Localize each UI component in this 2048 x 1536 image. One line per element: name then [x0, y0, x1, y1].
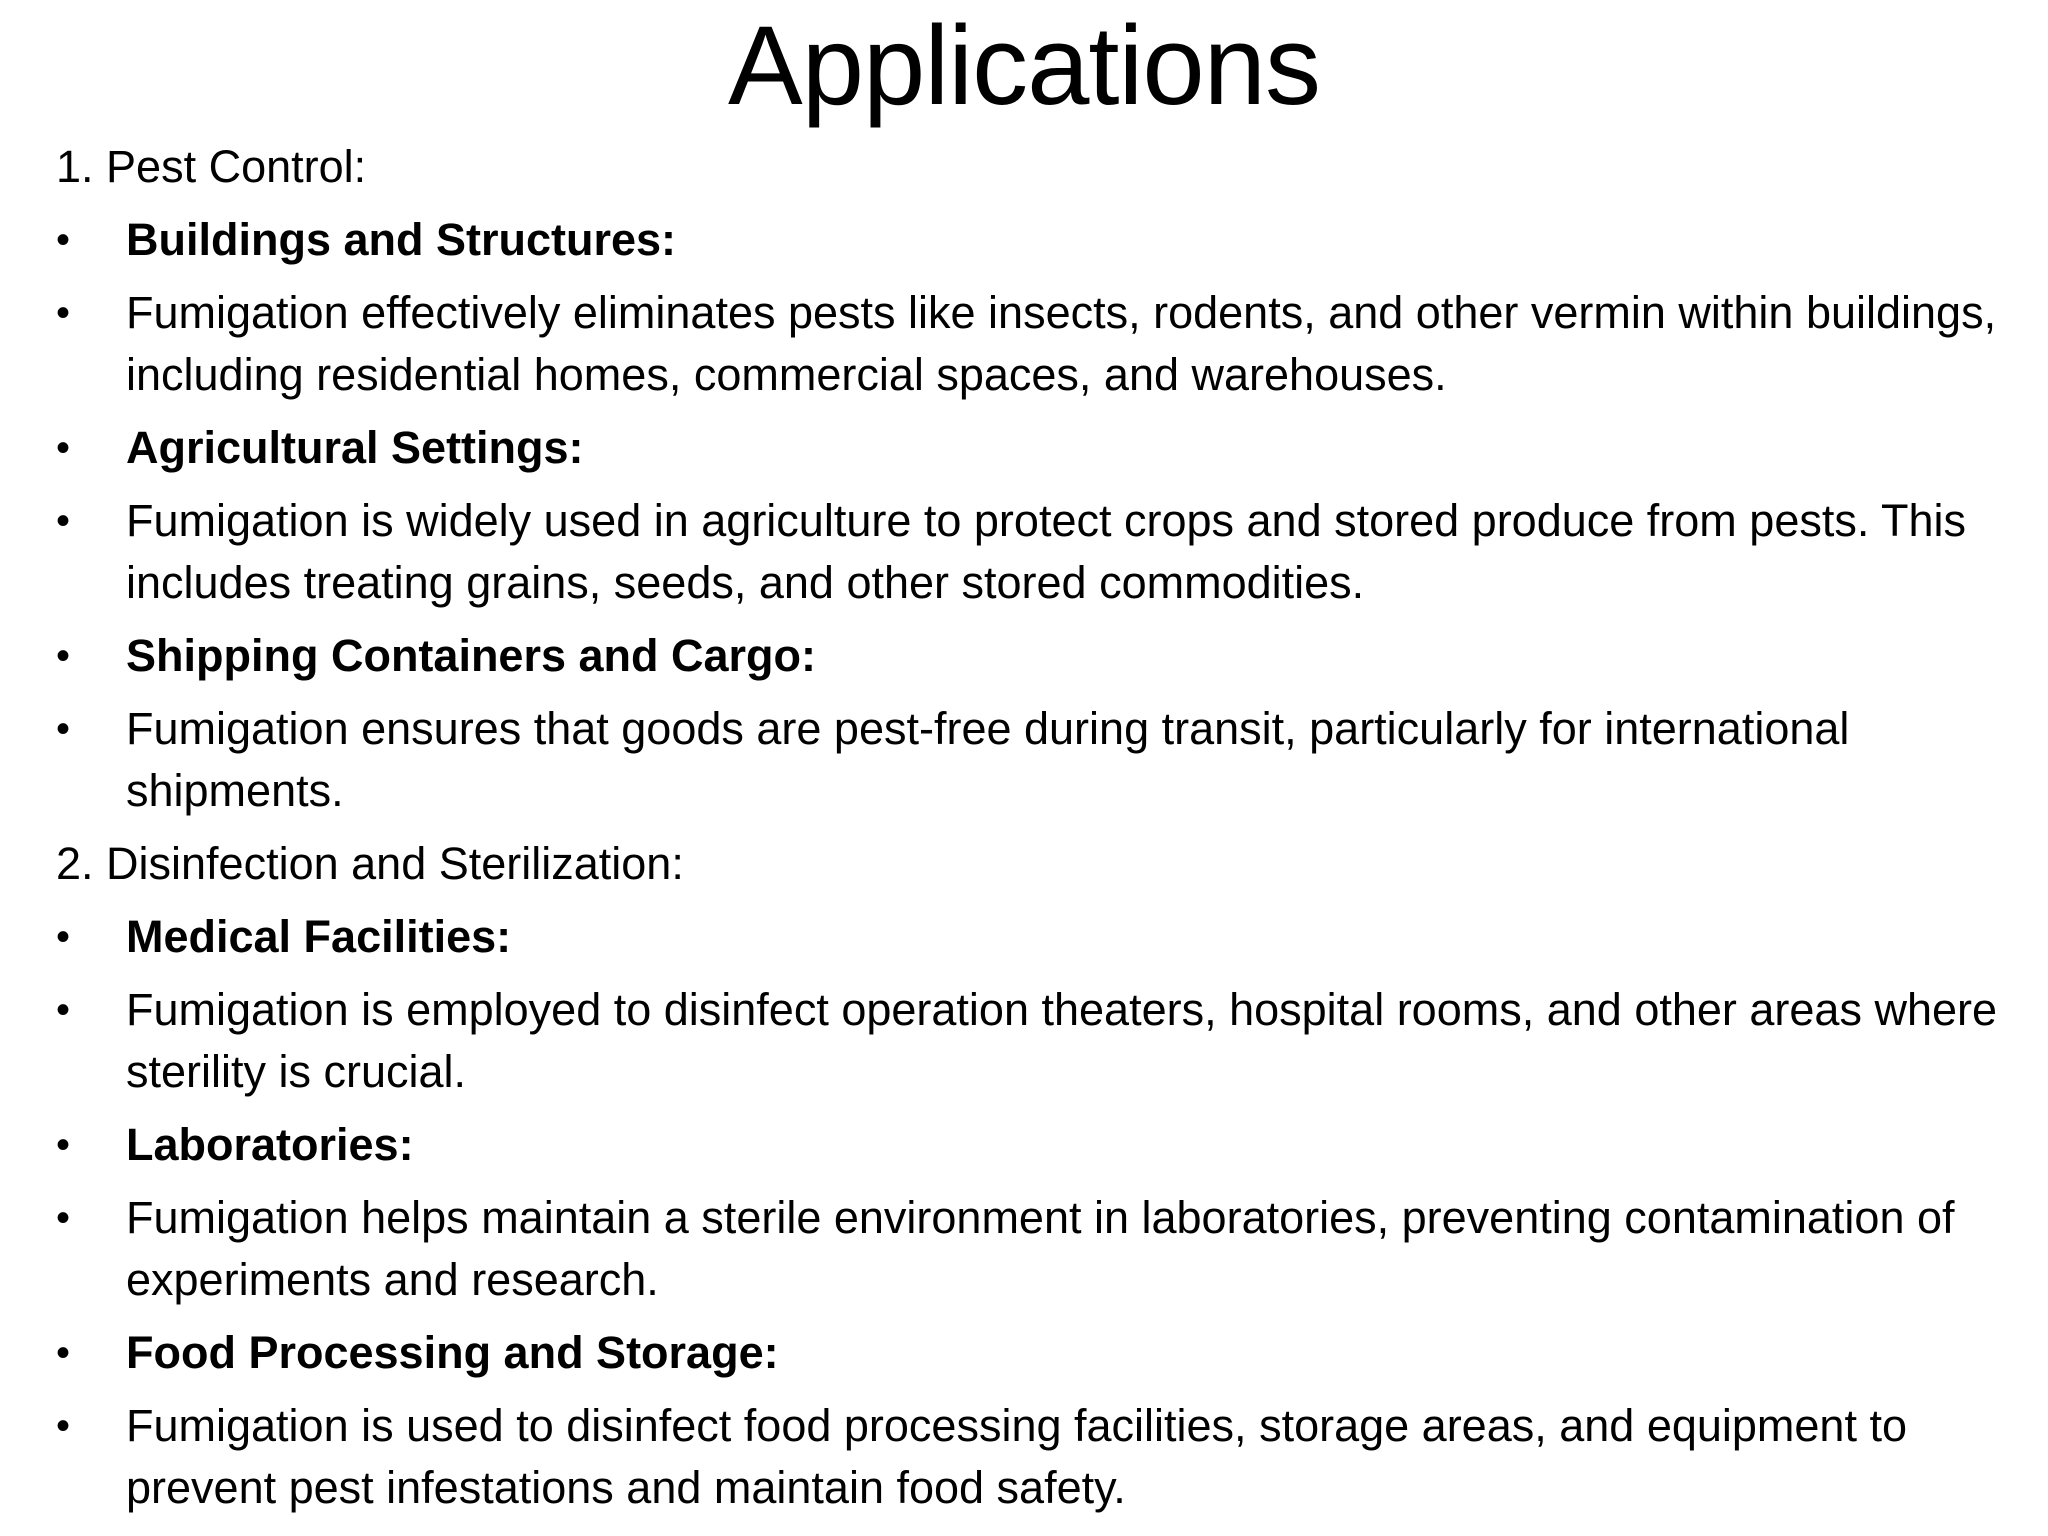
bullet-item — [56, 1322, 2016, 1384]
subheading-laboratories: Laboratories: — [126, 1119, 414, 1170]
bullet-text: Fumigation ensures that goods are pest-free during transit, particularly for international shipments. — [126, 703, 1850, 816]
subheading-shipping: Shipping Containers and Cargo: — [126, 630, 817, 681]
bullet-item — [56, 1187, 2016, 1311]
bullet-icon: • — [56, 291, 71, 335]
bullet-icon: • — [56, 988, 71, 1032]
subheading-agricultural: Agricultural Settings: — [126, 422, 584, 473]
bullet-item — [56, 1114, 2016, 1176]
bullet-item — [56, 698, 2016, 822]
bullet-icon: • — [56, 218, 71, 262]
subheading-medical: Medical Facilities: — [126, 911, 512, 962]
bullet-icon: • — [56, 634, 71, 678]
bullet-item — [56, 979, 2016, 1103]
bullet-item — [56, 906, 2016, 968]
bullet-item — [56, 282, 2016, 406]
bullet-icon: • — [56, 1404, 71, 1448]
bullet-text: Fumigation is used to disinfect food processing facilities, storage areas, and equipment to prevent pest infestations and maintain food safety. — [126, 1400, 1907, 1513]
bullet-text: Fumigation is employed to disinfect operation theaters, hospital rooms, and other areas where sterility is crucial. — [126, 984, 1998, 1097]
bullet-icon: • — [56, 1196, 71, 1240]
bullet-icon: • — [56, 1123, 71, 1167]
subheading-food-processing: Food Processing and Storage: — [126, 1327, 779, 1378]
bullet-text: Fumigation effectively eliminates pests like insects, rodents, and other vermin within buildings, including residential homes, commercial spaces, and warehouses. — [126, 287, 1997, 400]
section-heading-pest-control: 1. Pest Control: — [56, 141, 367, 192]
bullet-item — [56, 1395, 2016, 1519]
bullet-icon: • — [56, 426, 71, 470]
bullet-item — [56, 417, 2016, 479]
bullet-item — [56, 490, 2016, 614]
bullet-item — [56, 625, 2016, 687]
bullet-icon: • — [56, 707, 71, 751]
section-heading-disinfection: 2. Disinfection and Sterilization: — [56, 838, 684, 889]
bullet-text: Fumigation helps maintain a sterile environment in laboratories, preventing contamination of experiments and research. — [126, 1192, 1955, 1305]
bullet-icon: • — [56, 915, 71, 959]
slide-title: Applications — [728, 3, 1320, 128]
bullet-icon: • — [56, 1331, 71, 1375]
bullet-text: Fumigation is widely used in agriculture to protect crops and stored produce from pests. This includes treating grains, seeds, and other stored commodities. — [126, 495, 1967, 608]
subheading-buildings: Buildings and Structures: — [126, 214, 677, 265]
slide-body — [56, 136, 2016, 1530]
bullet-icon: • — [56, 499, 71, 543]
bullet-item — [56, 209, 2016, 271]
